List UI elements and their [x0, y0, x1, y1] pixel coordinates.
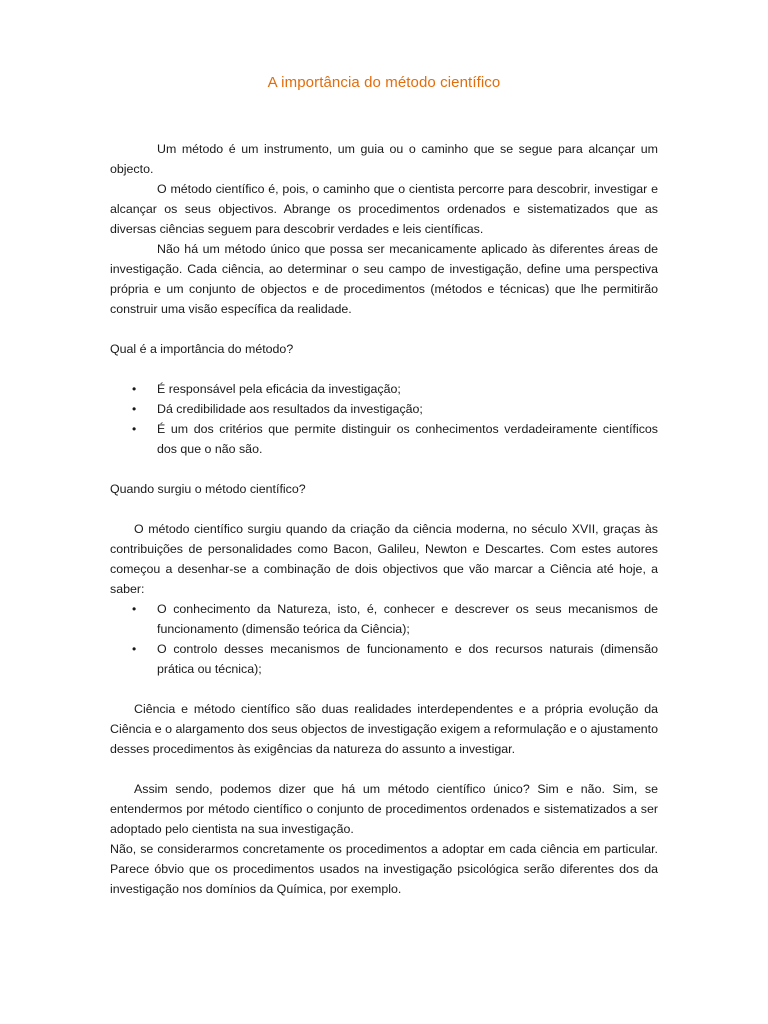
intro-paragraph-1: Um método é um instrumento, um guia ou o caminho que se segue para alcançar um objecto.	[110, 142, 658, 176]
origin-paragraph-3: Assim sendo, podemos dizer que há um método científico único? Sim e não. Sim, se entendermos por método científico o conjunto de procedimentos ordenados e sistematizados a ser adoptado pelo cientista na sua investigação.	[110, 782, 658, 836]
list-item: • O conhecimento da Natureza, isto, é, conhecer e descrever os seus mecanismos de funcionamento (dimensão teórica da Ciência);	[110, 599, 658, 639]
bullet-icon: •	[132, 402, 137, 416]
bullet-icon: •	[132, 382, 137, 396]
intro-paragraph-2: O método científico é, pois, o caminho que o cientista percorre para descobrir, investigar e alcançar os seus objectivos. Abrange os procedimentos ordenados e sistematizados que as diversas ciências seguem para descobrir verdades e leis científicas.	[110, 182, 658, 236]
list-item: • É um dos critérios que permite distinguir os conhecimentos verdadeiramente científicos dos que o não são.	[110, 419, 658, 459]
bullet-icon: •	[132, 422, 137, 436]
importance-list	[110, 379, 658, 459]
section-heading-origin: Quando surgiu o método científico?	[110, 482, 306, 496]
bullet-icon: •	[132, 642, 137, 656]
section-heading-importance: Qual é a importância do método?	[110, 342, 294, 356]
list-item: • O controlo desses mecanismos de funcionamento e dos recursos naturais (dimensão prática ou técnica);	[110, 639, 658, 679]
intro-paragraph-3: Não há um método único que possa ser mecanicamente aplicado às diferentes áreas de investigação. Cada ciência, ao determinar o seu campo de investigação, define uma perspectiva própria e um conjunto de objectos e de procedimentos (métodos e técnicas) que lhe permitirão construir uma visão específica da realidade.	[110, 242, 658, 316]
origin-paragraph-4: Não, se considerarmos concretamente os procedimentos a adoptar em cada ciência em particular. Parece óbvio que os procedimentos usados na investigação psicológica serão diferentes dos da investigação nos domínios da Química, por exemplo.	[110, 842, 658, 896]
bullet-icon: •	[132, 602, 137, 616]
document-title: A importância do método científico	[267, 74, 501, 91]
objectives-list	[110, 599, 658, 679]
list-item: • Dá credibilidade aos resultados da investigação;	[110, 399, 658, 419]
list-item: • É responsável pela eficácia da investigação;	[110, 379, 658, 399]
origin-paragraph-1: O método científico surgiu quando da criação da ciência moderna, no século XVII, graças às contribuições de personalidades como Bacon, Galileu, Newton e Descartes. Com estes autores começou a desenhar-se a combinação de dois objectivos que vão marcar a Ciência até hoje, a saber:	[110, 522, 658, 596]
origin-paragraph-2: Ciência e método científico são duas realidades interdependentes e a própria evolução da Ciência e o alargamento dos seus objectos de investigação exigem a reformulação e o ajustamento desses procedimentos às exigências da natureza do assunto a investigar.	[110, 702, 658, 756]
